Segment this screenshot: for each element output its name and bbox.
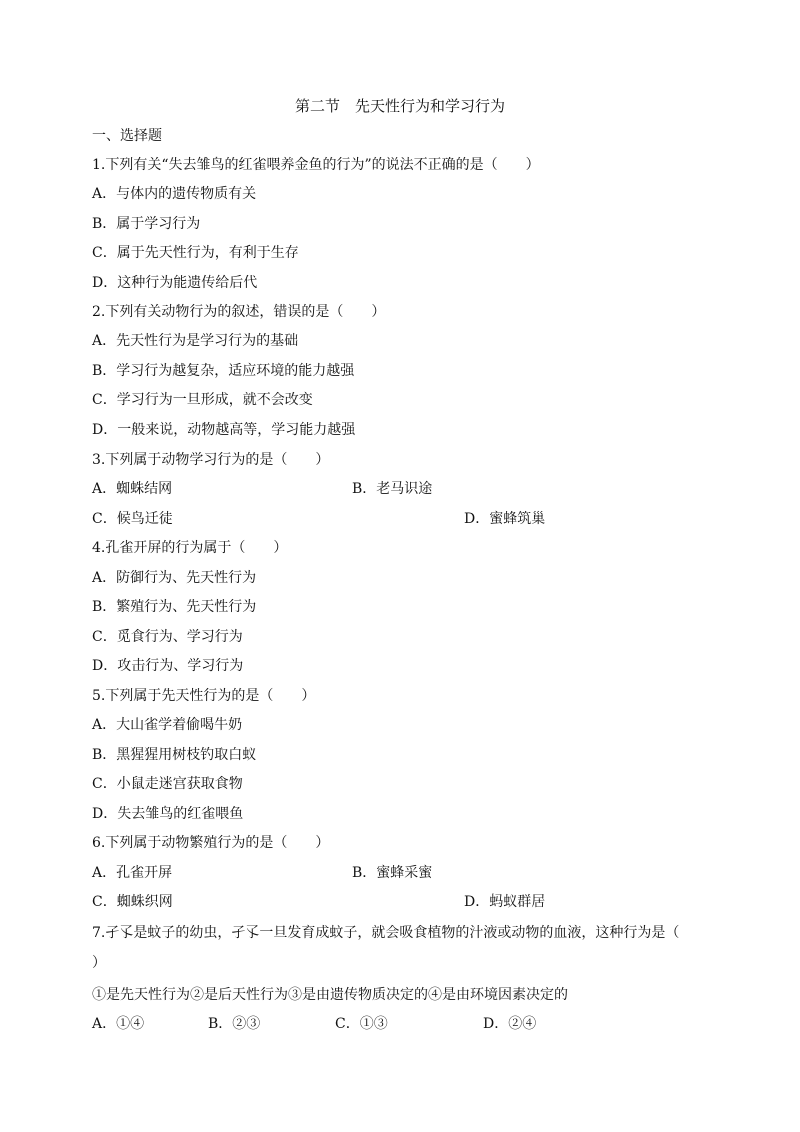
question-3-option-d: D．蜜蜂筑巢 <box>464 511 546 527</box>
question-3-option-c: C．候鸟迁徒 <box>92 511 173 527</box>
question-7-option-c: C．①③ <box>335 1016 388 1032</box>
question-5-option-c: C．小鼠走迷宫获取食物 <box>92 776 243 792</box>
question-4-option-c: C．觅食行为、学习行为 <box>92 629 243 645</box>
question-1-option-c: C．属于先天性行为，有利于生存 <box>92 245 299 261</box>
question-4-option-d: D．攻击行为、学习行为 <box>92 658 244 674</box>
question-2-option-c: C．学习行为一旦形成，就不会改变 <box>92 392 313 408</box>
question-1-option-b: B．属于学习行为 <box>92 216 201 232</box>
question-4-stem: 4.孔雀开屏的行为属于（ ） <box>92 540 288 556</box>
question-5-option-a: A．大山雀学着偷喝牛奶 <box>92 717 243 733</box>
question-6-option-b: B．蜜蜂采蜜 <box>352 865 433 881</box>
question-5-option-d: D．失去雏鸟的红雀喂鱼 <box>92 806 244 822</box>
question-6-option-a: A．孔雀开屏 <box>92 865 173 881</box>
question-7-option-d: D．②④ <box>483 1016 537 1032</box>
question-3-option-b: B．老马识途 <box>352 481 433 497</box>
question-7-option-b: B．②③ <box>208 1016 261 1032</box>
question-6-stem: 6.下列属于动物繁殖行为的是（ ） <box>92 835 330 851</box>
page-title: 第二节 先天性行为和学习行为 <box>294 97 505 115</box>
question-2-option-d: D．一般来说，动物越高等，学习能力越强 <box>92 422 356 438</box>
question-3-option-a: A．蜘蛛结网 <box>92 481 173 497</box>
question-7-statements: ①是先天性行为②是后天性行为③是由遗传物质决定的④是由环境因素决定的 <box>92 987 568 1003</box>
question-6-option-d: D．蚂蚁群居 <box>464 894 546 910</box>
question-4-option-b: B．繁殖行为、先天性行为 <box>92 599 257 615</box>
question-7-stem-line-2: ） <box>92 955 106 971</box>
question-7-option-a: A．①④ <box>92 1016 145 1032</box>
question-1-option-a: A．与体内的遗传物质有关 <box>92 186 257 202</box>
question-2-option-a: A．先天性行为是学习行为的基础 <box>92 333 299 349</box>
question-1-option-d: D．这种行为能遗传给后代 <box>92 275 258 291</box>
question-2-stem: 2.下列有关动物行为的叙述，错误的是（ ） <box>92 304 386 320</box>
question-7-stem-line-1: 7.孑孓是蚊子的幼虫，孑孓一旦发育成蚊子，就会吸食植物的汁液或动物的血液，这种行为是（ <box>92 925 680 941</box>
question-4-option-a: A．防御行为、先天性行为 <box>92 570 257 586</box>
section-heading: 一、选择题 <box>92 128 162 144</box>
question-6-option-c: C．蜘蛛织网 <box>92 894 173 910</box>
question-3-stem: 3.下列属于动物学习行为的是（ ） <box>92 452 330 468</box>
question-5-option-b: B．黑猩猩用树枝钓取白蚁 <box>92 747 257 763</box>
question-1-stem: 1.下列有关“失去雏鸟的红雀喂养金鱼的行为”的说法不正确的是（ ） <box>92 157 540 173</box>
question-2-option-b: B．学习行为越复杂，适应环境的能力越强 <box>92 363 355 379</box>
question-5-stem: 5.下列属于先天性行为的是（ ） <box>92 688 316 704</box>
